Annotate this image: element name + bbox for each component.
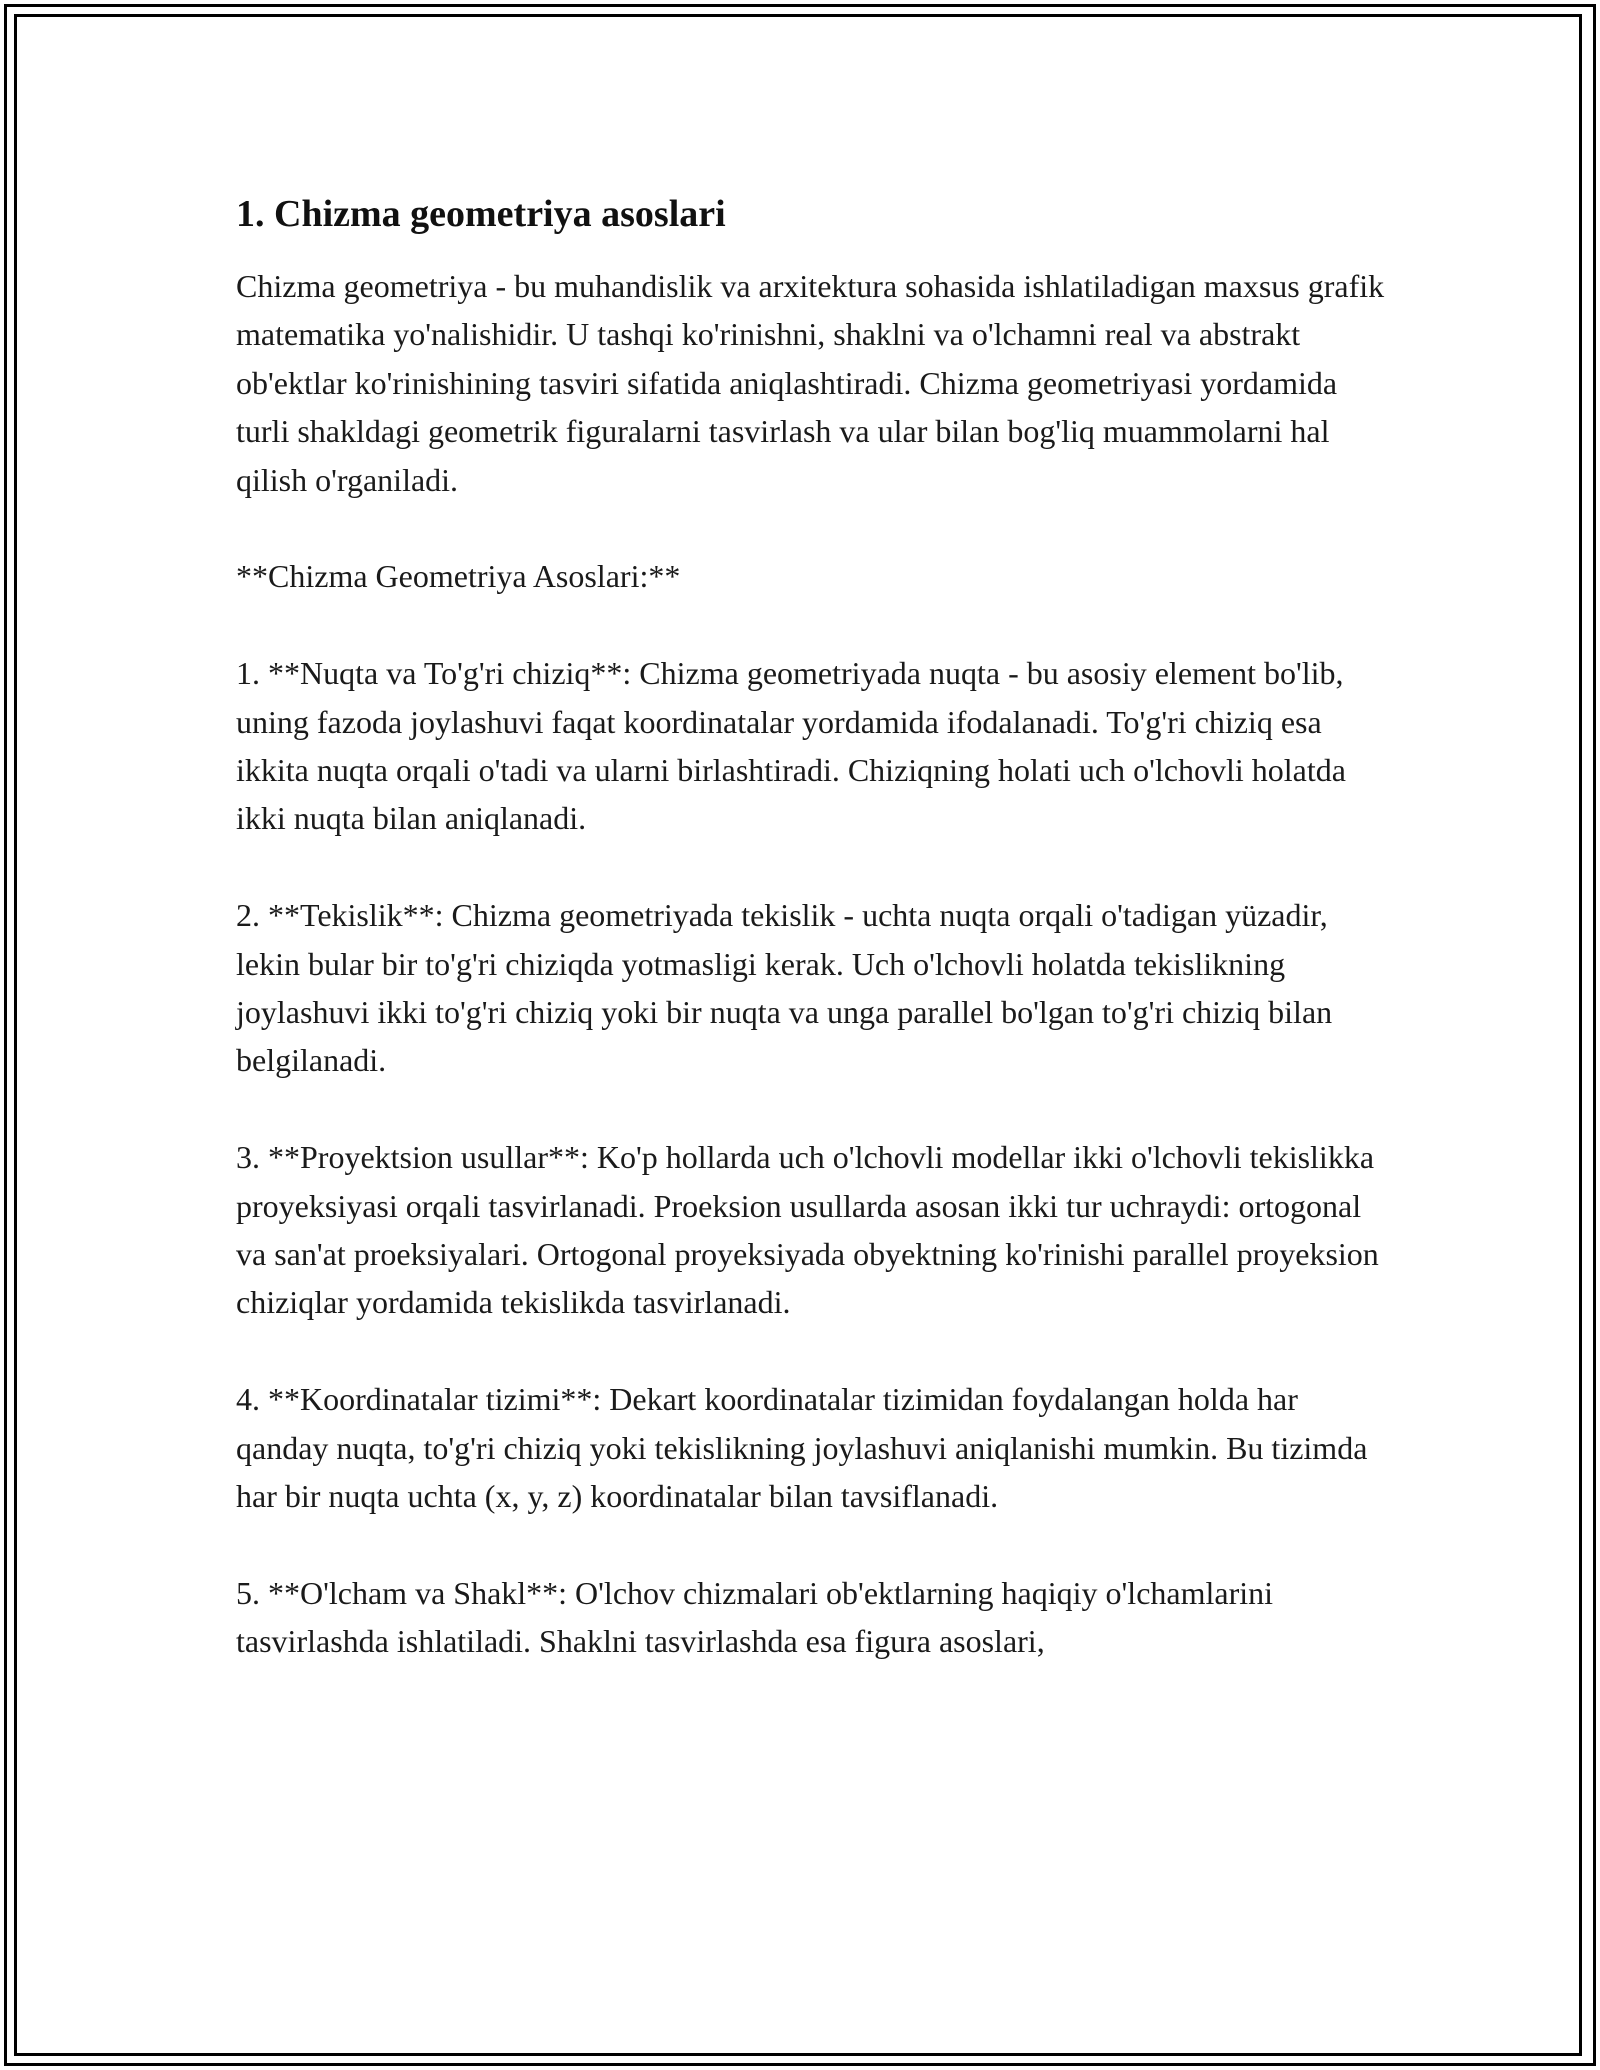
intro-paragraph: Chizma geometriya - bu muhandislik va arxitektura sohasida ishlatiladigan maxsus grafik matematika yo'nalishidir. U tashqi ko'rinishni, shaklni va o'lchamni real va abstrakt ob'ektlar ko'rinishining tasviri sifatida aniqlashtiradi. Chizma geometriyasi yordamida turli shakldagi geometrik figuralarni tasvirlash va ular bilan bog'liq muammolarni hal qilish o'rganiladi. bbox=[236, 268, 1385, 498]
list-item-5: 5. **O'lcham va Shakl**: O'lchov chizmalari ob'ektlarning haqiqiy o'lchamlarini tasvirlashda ishlatiladi. Shaklni tasvirlashda esa figura asoslari, bbox=[236, 1574, 1274, 1660]
section-heading: **Chizma Geometriya Asoslari:** bbox=[236, 558, 681, 595]
list-item-3: 3. **Proyektsion usullar**: Ko'p hollarda uch o'lchovli modellar ikki o'lchovli tekislikka proyeksiyasi orqali tasvirlanadi. Proeksion usullarda asosan ikki tur uchraydi: ortogonal va san'at proeksiyalari. Ortogonal proyeksiyada obyektning ko'rinishi parallel proyeksion chiziqlar yordamida tekislikda tasvirlanadi. bbox=[236, 1139, 1379, 1321]
document-title: 1. Chizma geometriya asoslari bbox=[236, 193, 726, 235]
list-item-2: 2. **Tekislik**: Chizma geometriyada tekislik - uchta nuqta orqali o'tadigan yüzadir, lekin bular bir to'g'ri chiziqda yotmasligi kerak. Uch o'lchovli holatda tekislikning joylashuvi ikki to'g'ri chiziq yoki bir nuqta va unga parallel bo'lgan to'g'ri chiziq bilan belgilanadi. bbox=[236, 897, 1333, 1079]
list-item-4: 4. **Koordinatalar tizimi**: Dekart koordinatalar tizimidan foydalangan holda har qanday nuqta, to'g'ri chiziq yoki tekislikning joylashuvi aniqlanishi mumkin. Bu tizimda har bir nuqta uchta (x, y, z) koordinatalar bilan tavsiflanadi. bbox=[236, 1381, 1368, 1515]
document-body bbox=[236, 186, 1386, 1714]
list-item-1: 1. **Nuqta va To'g'ri chiziq**: Chizma geometriyada nuqta - bu asosiy element bo'lib, uning fazoda joylashuvi faqat koordinatalar yordamida ifodalanadi. To'g'ri chiziq esa ikkita nuqta orqali o'tadi va ularni birlashtiradi. Chiziqning holati uch o'lchovli holatda ikki nuqta bilan aniqlanadi. bbox=[236, 655, 1346, 837]
